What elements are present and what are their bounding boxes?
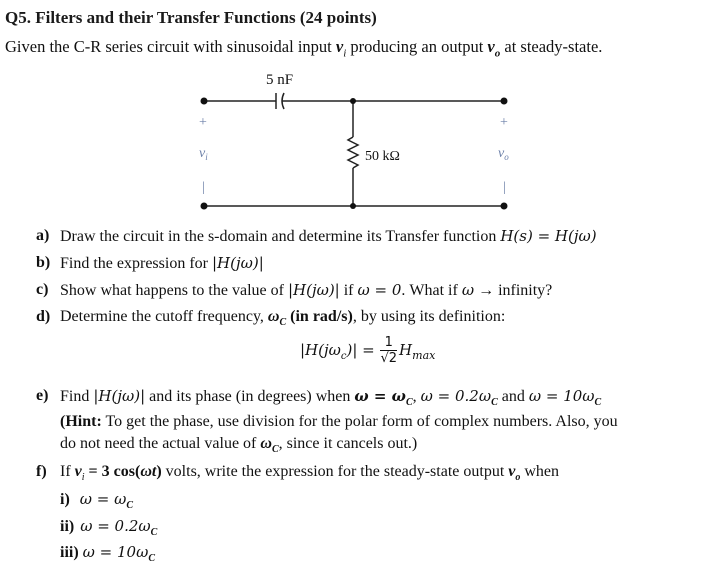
- text-a-body: Draw the circuit in the s-domain and determine its Transfer function: [60, 228, 501, 245]
- math-c-1: |H(jω)|: [287, 281, 340, 299]
- math-f-1: v: [74, 463, 82, 480]
- math-a: H(s) = H(jω): [500, 227, 597, 245]
- eq-numerator: 1: [380, 336, 397, 351]
- text-f-1: If: [60, 463, 75, 480]
- bold-f-math: ωt: [140, 463, 157, 480]
- label-f-ii: ii): [60, 518, 75, 535]
- hint-bold: (Hint:: [60, 413, 102, 430]
- math-d-1: ω: [267, 308, 280, 325]
- junction-bottom: [350, 203, 356, 209]
- eq-lhs: [300, 341, 375, 362]
- math-f-iii: ω = 10ω: [82, 543, 149, 561]
- math-e-4: ω = 10ω: [528, 387, 595, 405]
- math-c-3: ω: [461, 281, 475, 299]
- math-e-1: |H(jω)|: [93, 387, 146, 405]
- text-d-2: , by using its definition:: [352, 308, 506, 325]
- label-f: f): [36, 463, 47, 480]
- label-f-i: i): [60, 491, 70, 508]
- capacitor-label: 5 nF: [266, 72, 294, 88]
- math-f-i: ω = ω: [79, 490, 127, 508]
- input-minus-sign: |: [202, 180, 205, 195]
- hint-math: ω: [260, 435, 272, 452]
- input-terminal-top: [201, 98, 208, 105]
- text-c-1: Show what happens to the value of: [60, 282, 288, 299]
- eq-lhs-sub: c: [340, 351, 347, 362]
- subquestion-f-ii: [60, 517, 157, 538]
- eq-lhs-end: )| =: [346, 341, 375, 359]
- bold-d: (in rad/s): [286, 308, 353, 325]
- text-f-2: volts, write the expression for the steady-state output: [161, 463, 509, 480]
- text-e-1: Find: [60, 388, 94, 405]
- text-d: [60, 308, 505, 328]
- math-f-ii-sub: C: [150, 527, 158, 539]
- output-subscript: o: [494, 47, 501, 60]
- label-a: a): [36, 227, 50, 244]
- bold-f-1: = 3 cos(: [84, 463, 141, 480]
- output-minus-sign: |: [503, 180, 506, 195]
- text-e-2: and its phase (in degrees) when: [145, 388, 355, 405]
- hint-text-2b: , since it cancels out.): [278, 435, 418, 452]
- junction-top: [350, 98, 356, 104]
- math-d-1-sub: C: [279, 317, 287, 329]
- label-f-iii: iii): [60, 544, 79, 561]
- hint-math-sub: C: [271, 444, 279, 456]
- output-terminal-top: [501, 98, 508, 105]
- text-c-3: . What if: [401, 282, 462, 299]
- bold-f-2: ): [156, 463, 162, 480]
- label-b: b): [36, 254, 51, 271]
- subquestion-f-i: [60, 490, 133, 511]
- math-f-ii: ω = 0.2ω: [80, 517, 151, 535]
- eq-hmax: [399, 341, 436, 362]
- math-e-3-sub: C: [491, 397, 498, 409]
- math-f-i-sub: C: [126, 500, 134, 512]
- text-a: [60, 227, 597, 246]
- intro-pre: Given the C-R series circuit with sinusoidal input: [5, 37, 336, 56]
- input-symbol: v: [335, 37, 344, 56]
- text-e-4: and: [497, 388, 529, 405]
- math-e-3: ω = 0.2ω: [420, 387, 492, 405]
- text-b: [60, 254, 264, 273]
- text-f: [60, 463, 559, 483]
- intro-post: at steady-state.: [500, 37, 603, 56]
- eq-h: H: [399, 341, 413, 359]
- eq-h-sub: max: [412, 349, 436, 362]
- text-f-3: when: [520, 463, 560, 480]
- eq-fraction: [380, 336, 397, 367]
- output-plus-sign: +: [500, 115, 508, 130]
- hint-text-2a: do not need the actual value of: [60, 435, 261, 452]
- text-d-1: Determine the cutoff frequency,: [60, 308, 268, 325]
- label-c: c): [36, 281, 49, 298]
- text-e: [60, 387, 601, 408]
- text-c-2: if: [339, 282, 358, 299]
- subquestion-f-iii: [60, 543, 155, 564]
- label-d: d): [36, 308, 51, 325]
- text-c: [60, 281, 552, 300]
- hint-text-1: To get the phase, use division for the polar form of complex numbers. Also, you: [101, 413, 618, 430]
- eq-lhs-main: |H(jω: [300, 341, 341, 359]
- math-e-4-sub: C: [594, 397, 602, 409]
- math-c-2: ω = 0: [357, 281, 402, 299]
- text-b-body: Find the expression for: [60, 255, 212, 272]
- output-voltage-label: $v_o$: [498, 146, 509, 162]
- resistor-zigzag: [348, 137, 358, 168]
- input-plus-sign: +: [199, 115, 207, 130]
- question-title: Q5. Filters and their Transfer Functions (24 points): [5, 8, 377, 27]
- output-symbol: v: [487, 37, 495, 56]
- math-f-iii-sub: C: [148, 553, 155, 565]
- math-f-2: v: [508, 463, 516, 480]
- input-subscript: i: [343, 47, 347, 60]
- resistor-label: 50 kΩ: [365, 149, 400, 164]
- intro-mid: producing an output: [346, 37, 488, 56]
- eq-denominator: √2: [380, 351, 398, 366]
- cutoff-definition-equation: [300, 336, 435, 367]
- math-e-2-sub: C: [405, 397, 413, 409]
- label-e: e): [36, 387, 49, 404]
- text-c-4: → infinity?: [474, 282, 553, 299]
- math-e-2: ω = ω: [354, 387, 406, 405]
- input-voltage-label: $v_i$: [199, 146, 208, 162]
- hint-line-2: [60, 435, 417, 455]
- output-terminal-bottom: [501, 203, 508, 210]
- math-f-1-sub: i: [81, 472, 85, 484]
- hint-line-1: [60, 413, 618, 431]
- input-terminal-bottom: [201, 203, 208, 210]
- text-e-3: ,: [412, 388, 421, 405]
- math-b: |H(jω)|: [211, 254, 264, 272]
- math-f-2-sub: o: [515, 472, 521, 484]
- circuit-diagram: [0, 0, 702, 230]
